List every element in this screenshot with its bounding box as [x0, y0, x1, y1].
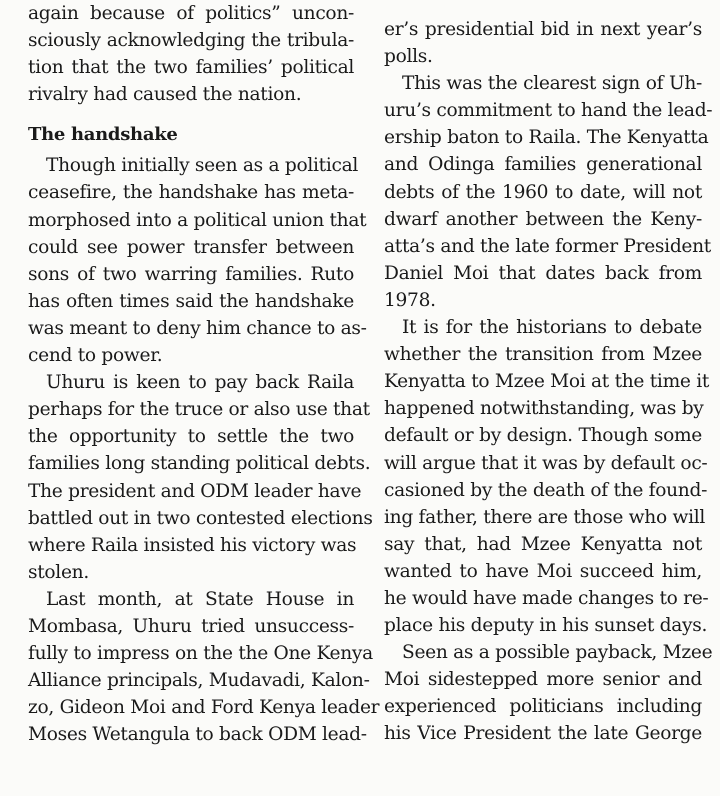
text-line: zo, Gideon Moi and Ford Kenya leader [28, 697, 380, 719]
text-line: families long standing political debts. [28, 453, 371, 475]
text-line: dwarf another between the Keny- [384, 208, 702, 230]
text-line: wanted to have Moi succeed him, [384, 560, 702, 582]
text-line: ceasefire, the handshake has meta- [28, 182, 354, 204]
text-line: cend to power. [28, 345, 163, 367]
text-line: where Raila insisted his victory was [28, 534, 357, 556]
text-line: default or by design. Though some [384, 425, 702, 447]
text-line: Moses Wetangula to back ODM lead- [28, 724, 367, 746]
text-line: Alliance principals, Mudavadi, Kalon- [28, 670, 370, 692]
text-line: could see power transfer between [28, 236, 354, 258]
text-line: fully to impress on the the One Kenya [28, 643, 373, 665]
text-line: he would have made changes to re- [384, 587, 709, 609]
text-line: stolen. [28, 561, 89, 583]
text-line: polls. [384, 46, 433, 68]
text-line: Moi sidestepped more senior and [384, 669, 702, 691]
text-line: atta’s and the late former President [384, 235, 711, 257]
text-line: 1978. [384, 289, 436, 311]
text-line: place his deputy in his sunset days. [384, 615, 708, 637]
text-line: ership baton to Raila. The Kenyatta [384, 127, 709, 149]
text-line: his Vice President the late George [384, 723, 702, 745]
paragraph-first-line: Seen as a possible payback, Mzee [402, 642, 713, 664]
text-line: morphosed into a political union that [28, 209, 367, 231]
text-line: rivalry had caused the nation. [28, 84, 302, 106]
section-heading: The handshake [28, 124, 178, 146]
text-line: sons of two warring families. Ruto [28, 263, 354, 285]
paragraph-first-line: Uhuru is keen to pay back Raila [46, 372, 354, 394]
paragraph-first-line: Last month, at State House in [46, 588, 354, 610]
text-line: ing father, there are those who will [384, 506, 706, 528]
text-line: debts of the 1960 to date, will not [384, 181, 702, 203]
text-line: sciously acknowledging the tribula- [28, 30, 354, 52]
text-line: Mombasa, Uhuru tried unsuccess- [28, 615, 354, 637]
text-line: experienced politicians including [384, 696, 702, 718]
text-line: perhaps for the truce or also use that [28, 399, 370, 421]
paragraph-first-line: Though initially seen as a political [46, 155, 359, 177]
text-line: Kenyatta to Mzee Moi at the time it [384, 371, 710, 393]
right-column [384, 0, 713, 748]
text-line: the opportunity to settle the two [28, 426, 354, 448]
text-line: say that, had Mzee Kenyatta not [384, 533, 702, 555]
text-line: tion that the two families’ political [28, 57, 354, 79]
left-column [28, 0, 380, 748]
text-line: whether the transition from Mzee [384, 344, 702, 366]
text-line: was meant to deny him chance to as- [28, 317, 367, 339]
text-line: Daniel Moi that dates back from [384, 262, 702, 284]
text-line: er’s presidential bid in next year’s [384, 19, 702, 40]
text-line: has often times said the handshake [28, 290, 354, 312]
text-line: The president and ODM leader have [28, 480, 362, 502]
text-line: and Odinga families generational [384, 154, 702, 176]
text-line: again because of politics” uncon- [28, 3, 354, 24]
paragraph-first-line: This was the clearest sign of Uh- [402, 73, 702, 95]
text-line: happened notwithstanding, was by [384, 398, 704, 420]
text-line: casioned by the death of the found- [384, 479, 708, 501]
paragraph-first-line: It is for the historians to debate [402, 317, 702, 339]
text-line: battled out in two contested elections [28, 507, 373, 529]
text-line: will argue that it was by default oc- [384, 452, 708, 474]
text-line: uru’s commitment to hand the lead- [384, 100, 713, 122]
